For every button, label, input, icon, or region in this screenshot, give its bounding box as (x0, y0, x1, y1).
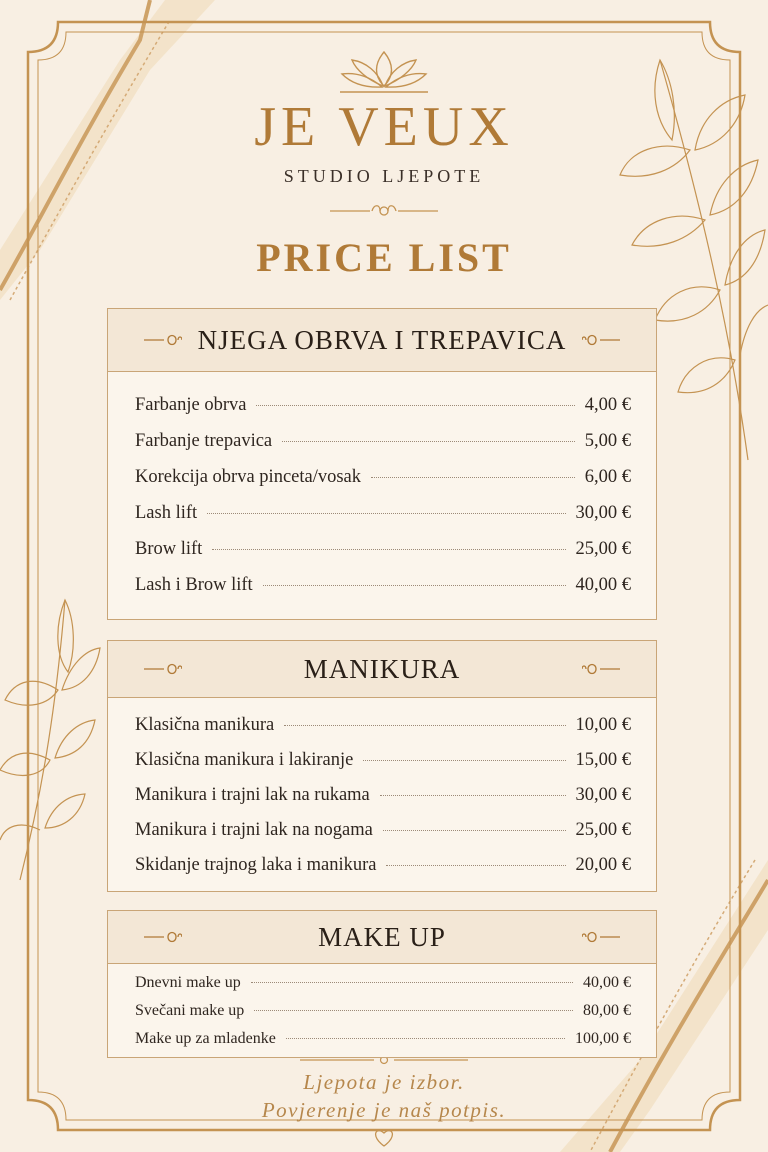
list-item (135, 820, 631, 841)
item-price: 6,00 € (584, 467, 631, 487)
item-price: 25,00 € (575, 820, 631, 840)
heart-icon (376, 1131, 393, 1146)
title-divider (330, 206, 438, 215)
leaf-branch-left (0, 600, 100, 880)
item-price: 10,00 € (575, 715, 631, 735)
item-name: Korekcija obrva pinceta/vosak (135, 467, 362, 487)
dot-leader (371, 477, 575, 478)
brand-subtitle: STUDIO LJEPOTE (283, 166, 485, 186)
item-name: Manikura i trajni lak na rukama (135, 785, 370, 805)
list-item (135, 855, 631, 876)
lotus-ornament (340, 52, 428, 92)
item-name: Lash lift (135, 503, 198, 523)
list-item (135, 467, 631, 488)
flourish-icon (144, 661, 182, 677)
item-name: Manikura i trajni lak na nogama (135, 820, 373, 840)
flourish-icon (582, 661, 620, 677)
list-item (135, 503, 631, 524)
dot-leader (363, 760, 565, 761)
brand-title: JE VEUX (254, 96, 514, 158)
flourish-icon (582, 332, 620, 348)
list-item (135, 750, 631, 771)
list-item (135, 539, 631, 560)
item-name: Make up za mladenke (135, 1030, 276, 1047)
dot-leader (251, 982, 573, 983)
dot-leader (263, 585, 566, 586)
dot-leader (380, 795, 566, 796)
page-title: PRICE LIST (256, 235, 512, 280)
dot-leader (256, 405, 574, 406)
list-item (135, 1002, 631, 1020)
item-price: 4,00 € (584, 395, 631, 415)
item-name: Dnevni make up (135, 974, 241, 991)
list-item (135, 974, 631, 992)
section-brows-lashes (107, 308, 657, 620)
list-item (135, 715, 631, 736)
item-price: 30,00 € (575, 503, 631, 523)
flourish-icon (144, 332, 182, 348)
section-header (108, 641, 656, 698)
item-price: 5,00 € (584, 431, 631, 451)
list-item (135, 1030, 631, 1048)
flourish-icon (144, 929, 182, 945)
list-item (135, 785, 631, 806)
list-item (135, 431, 631, 452)
dot-leader (383, 830, 566, 831)
section-header (108, 911, 656, 964)
dot-leader (284, 725, 565, 726)
section-make-up (107, 910, 657, 1058)
list-item (135, 395, 631, 416)
item-name: Farbanje trepavica (135, 431, 273, 451)
item-price: 25,00 € (575, 539, 631, 559)
item-price: 80,00 € (583, 1002, 631, 1019)
item-name: Lash i Brow lift (135, 575, 253, 595)
section-manicure (107, 640, 657, 892)
section-title: NJEGA OBRVA I TREPAVICA (197, 325, 567, 355)
item-name: Brow lift (135, 539, 203, 559)
dot-leader (386, 865, 565, 866)
section-title: MAKE UP (318, 922, 446, 952)
item-name: Svečani make up (135, 1002, 245, 1019)
slogan-line-1: Ljepota je izbor. (303, 1070, 465, 1094)
slogan-line-2: Povjerenje je naš potpis. (261, 1098, 507, 1122)
flourish-icon (582, 929, 620, 945)
dot-leader (212, 549, 565, 550)
item-price: 100,00 € (575, 1030, 631, 1047)
section-header (108, 309, 656, 372)
dot-leader (207, 513, 565, 514)
section-title: MANIKURA (303, 654, 461, 684)
item-price: 30,00 € (575, 785, 631, 805)
dot-leader (254, 1010, 573, 1011)
item-name: Klasična manikura i lakiranje (135, 750, 354, 770)
item-name: Skidanje trajnog laka i manikura (135, 855, 377, 875)
dot-leader (286, 1038, 565, 1039)
list-item (135, 575, 631, 596)
item-price: 15,00 € (575, 750, 631, 770)
item-name: Farbanje obrva (135, 395, 247, 415)
item-name: Klasična manikura (135, 715, 275, 735)
item-price: 20,00 € (575, 855, 631, 875)
item-price: 40,00 € (575, 575, 631, 595)
dot-leader (282, 441, 575, 442)
item-price: 40,00 € (583, 974, 631, 991)
